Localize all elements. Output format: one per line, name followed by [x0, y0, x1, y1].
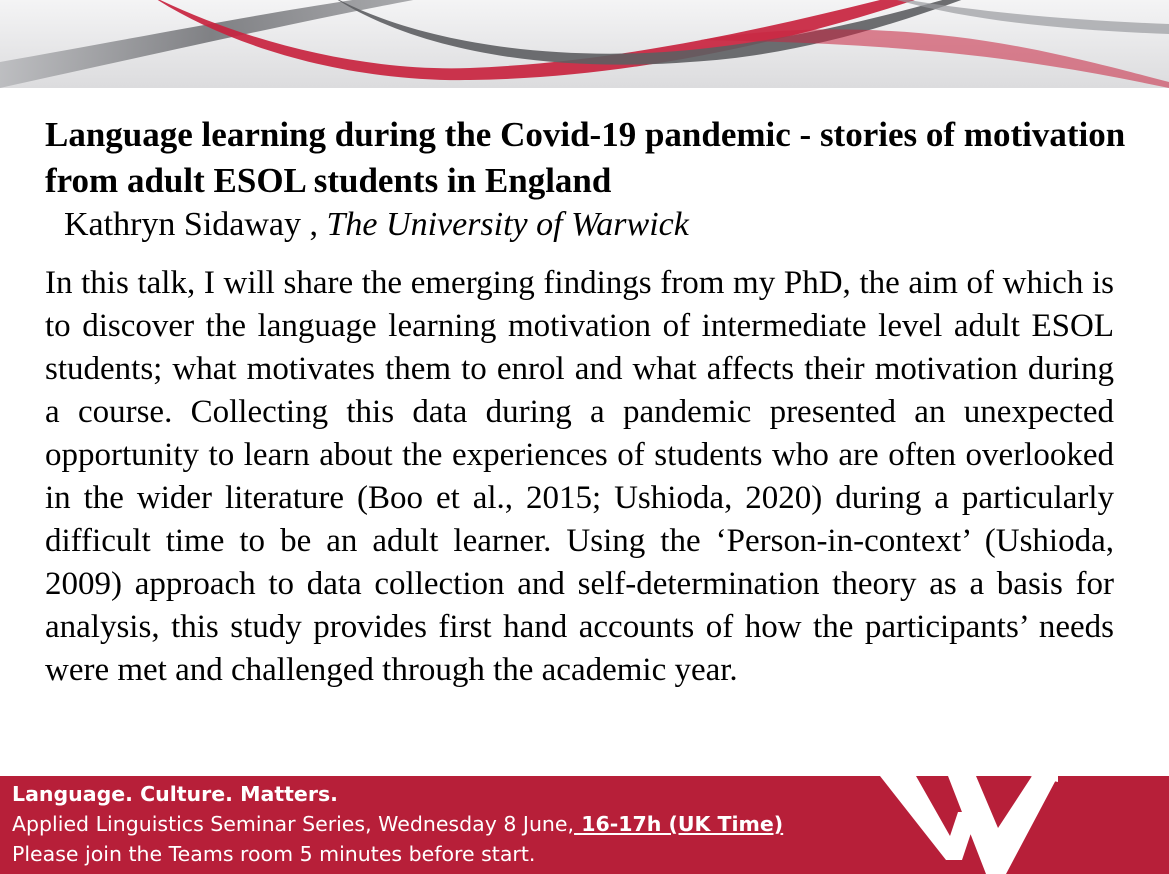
footer-text-block: [12, 779, 783, 869]
footer-series-text: Applied Linguistics Seminar Series, Wednesday 8 June,: [12, 812, 575, 836]
swoosh-ribbon-graphic: [0, 0, 1169, 88]
abstract-text: In this talk, I will share the emerging findings from my PhD, the aim of which is to discover the language learning motivation of intermediate level adult ESOL students; what motivates them to enrol and what affects their motivation during a course. Collecting this data during a pandemic presented an unexpected opportunity to learn about the experiences of students who are often overlooked in the wider literature (Boo et al., 2015; Ushioda, 2020) during a particularly difficult time to be an adult learner. Using the ‘Person-in-context’ (Ushioda, 2009) approach to data collection and self-determination theory as a basis for analysis, this study provides first hand accounts of how the participants’ needs were met and challenged through the academic year.: [45, 265, 1114, 688]
footer-series-line: [12, 809, 783, 839]
footer-time-text: 16-17h (UK Time): [574, 812, 784, 836]
warwick-w-logo-icon: [880, 776, 1060, 874]
author-name: Kathryn Sidaway: [64, 206, 302, 243]
header-ribbon-band: [0, 0, 1169, 88]
footer-tagline: Language. Culture. Matters.: [12, 782, 338, 806]
author-affiliation: The University of Warwick: [326, 206, 689, 243]
author-separator: ,: [309, 206, 319, 243]
footer-join-note: Please join the Teams room 5 minutes before start.: [12, 842, 536, 866]
footer-banner: [0, 776, 1169, 874]
author-line: [64, 204, 689, 246]
talk-title: Language learning during the Covid-19 pandemic - stories of motivation from adult ESOL students in England: [45, 115, 1126, 200]
